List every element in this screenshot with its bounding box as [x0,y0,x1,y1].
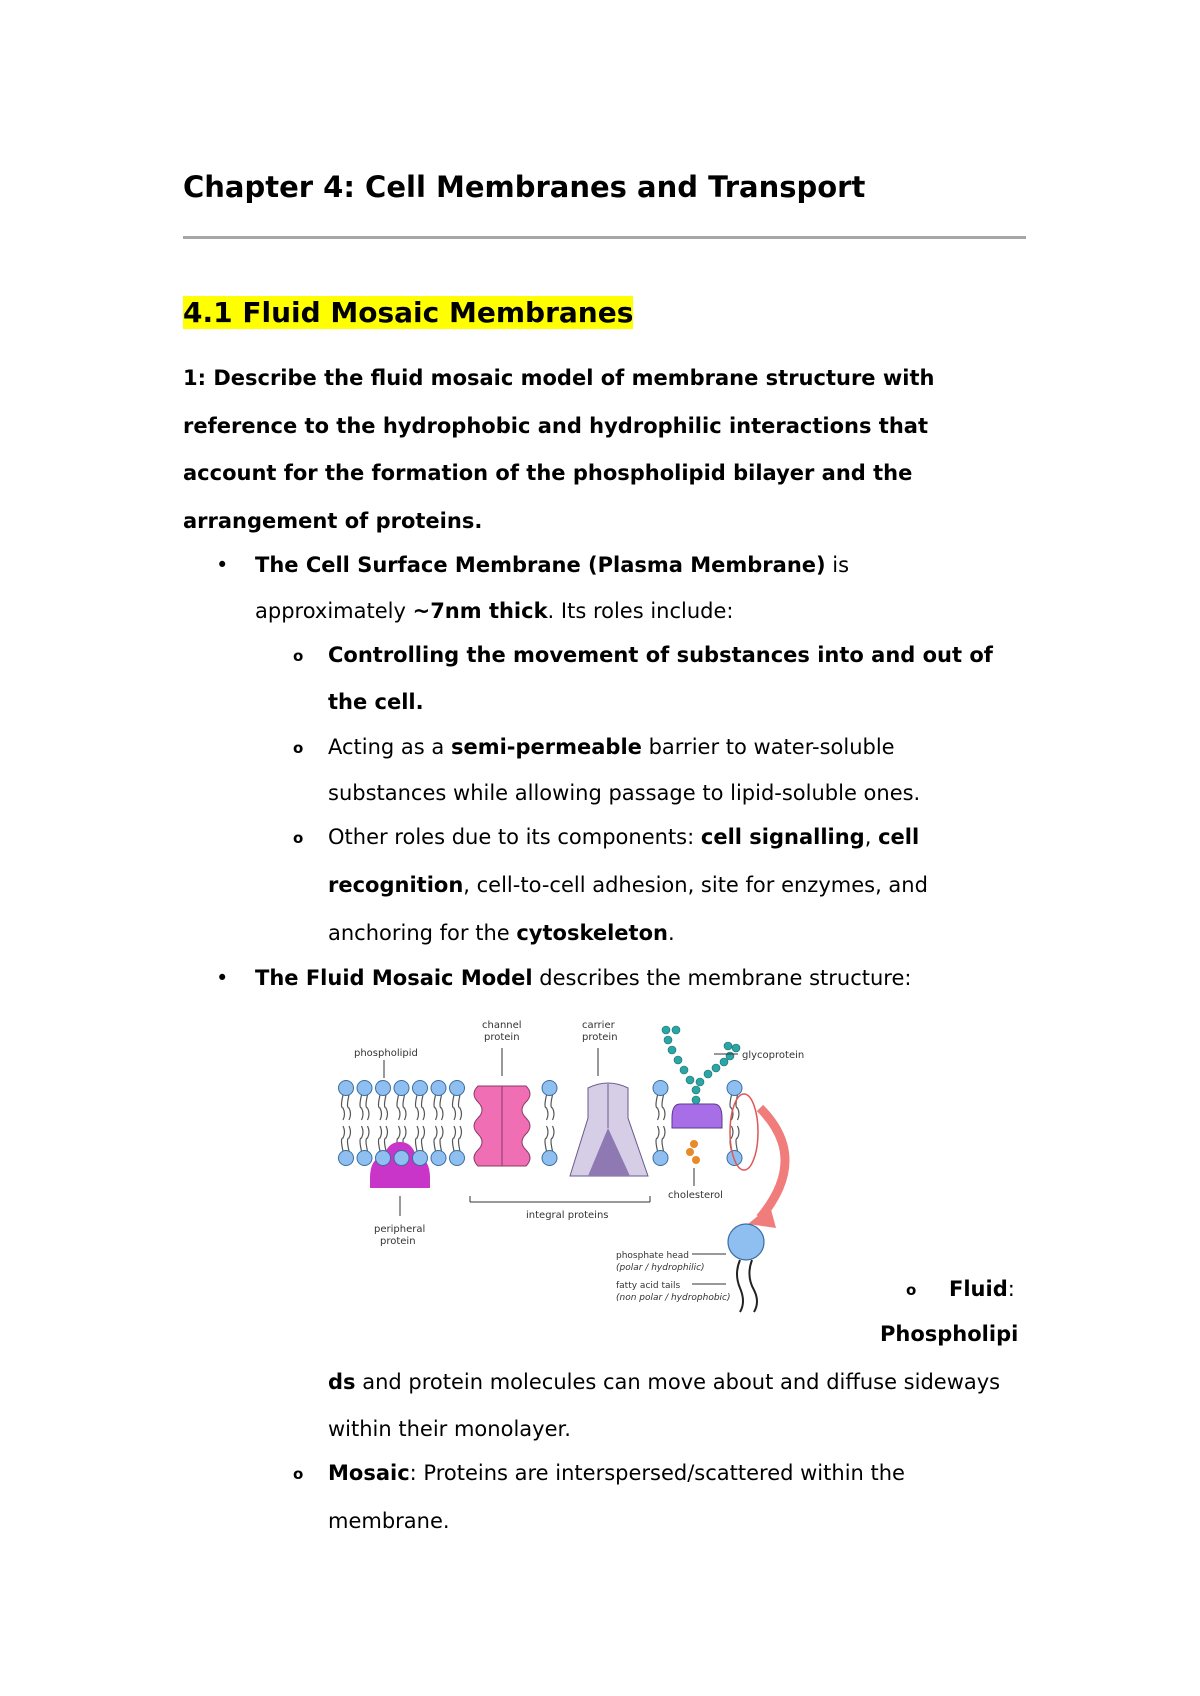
bold-text: cell signalling [700,825,865,849]
bold-text: ~7nm thick [412,599,548,623]
text-run: . Its roles include: [547,599,734,623]
text-run: . [667,921,675,945]
sub-bullet-2-line-2: substances while allowing passage to lipid-soluble ones. [328,781,921,805]
objective-line-2: reference to the hydrophobic and hydrophilic interactions that [183,414,928,438]
fluid-line-3 [328,1369,1000,1395]
mosaic-line-2: membrane. [328,1509,450,1533]
channel-label: channel [482,1020,522,1031]
fatty-acid-tail [440,1095,443,1120]
fatty-acid-tail [416,1126,419,1151]
phospholipid-label: phospholipid [354,1048,418,1059]
fatty-acid-tail [545,1095,548,1120]
phosphate-head [450,1081,465,1096]
sugar-unit [668,1046,676,1054]
phosphate-head [413,1151,428,1166]
phosphate-head [653,1151,668,1166]
glycoprotein [672,1104,722,1128]
sugar-unit [724,1042,732,1050]
sub-bullet-1-line-2: the cell. [328,690,424,714]
phosphate-head-sub: (polar / hydrophilic) [616,1263,705,1273]
text-run: approximately [255,599,413,623]
fatty-acid-sub: (non polar / hydrophobic) [616,1293,731,1303]
fatty-acid-tail [403,1095,406,1120]
phosphate-head [450,1151,465,1166]
sugar-unit [680,1066,688,1074]
sub-bullet-2-line-1 [328,734,895,760]
text-run: Acting as a [328,735,451,759]
bold-text: semi-permeable [450,735,642,759]
sugar-unit [674,1056,682,1064]
text-run: and protein molecules can move about and diffuse sideways [355,1370,1001,1394]
phosphate-head [357,1081,372,1096]
sugar-unit [720,1058,728,1066]
fatty-acid-tail [348,1126,351,1151]
fatty-acid-tail [434,1126,437,1151]
fatty-acid-tail [656,1095,659,1120]
carrier-label: carrier [582,1020,615,1031]
phosphate-head [339,1081,354,1096]
bold-text: recognition [328,873,464,897]
bold-text: The Fluid Mosaic Model [255,966,533,990]
sugar-unit [672,1026,680,1034]
phosphate-head [727,1081,742,1096]
fluid-label-line [949,1276,1015,1302]
bullet-glyph: • [216,553,229,577]
objective-line-4: arrangement of proteins. [183,509,483,533]
sugar-unit [692,1096,700,1104]
fatty-acid-tail [459,1095,462,1120]
fatty-acid-tail [366,1126,369,1151]
fatty-acid-tail [656,1126,659,1151]
fatty-acid-label: fatty acid tails [616,1281,681,1291]
sub-bullet-glyph: o [906,1281,917,1299]
highlight-ring [730,1094,758,1170]
bullet-2-line-1 [255,965,911,991]
sub-bullet-glyph: o [293,1465,304,1483]
phosphate-head [413,1081,428,1096]
cholesterol-label: cholesterol [668,1190,723,1201]
phosphate-head [431,1151,446,1166]
fatty-acid-tail [342,1126,345,1151]
integral-proteins-label: integral proteins [526,1210,609,1221]
sub-bullet-3-line-2 [328,872,928,898]
phosphate-head [542,1081,557,1096]
text-run: barrier to water-soluble [641,735,895,759]
phosphate-head [542,1151,557,1166]
fatty-acid-tail [736,1126,739,1151]
carrier-label-2: protein [582,1032,618,1043]
zoomed-phospholipid [728,1224,764,1312]
fatty-acid-tail [453,1126,456,1151]
fatty-acid-tail [348,1095,351,1120]
phosphate-head [376,1081,391,1096]
objective-line-3: account for the formation of the phospholipid bilayer and the [183,461,913,485]
fatty-acid-tail [379,1126,382,1151]
fatty-acid-tail [360,1126,363,1151]
phosphate-head [339,1151,354,1166]
glycoprotein-label: glycoprotein [742,1050,805,1061]
fatty-acid-tail [385,1126,388,1151]
sub-bullet-glyph: o [293,739,304,757]
section-heading-text: 4.1 Fluid Mosaic Membranes [183,296,634,329]
fatty-acid-tail [366,1095,369,1120]
text-run: , cell-to-cell adhesion, site for enzymes, and [463,873,928,897]
bold-text: Mosaic [328,1461,410,1485]
sub-bullet-1-line-1: Controlling the movement of substances into and out of [328,643,993,667]
fatty-acid-tail [662,1095,665,1120]
fatty-acid-tail [551,1095,554,1120]
phosphate-head [431,1081,446,1096]
fluid-line-4: within their monolayer. [328,1417,571,1441]
sugar-unit [732,1044,740,1052]
fatty-acid-tail [360,1095,363,1120]
bullet-1-line-2 [255,598,734,624]
bold-text: The Cell Surface Membrane (Plasma Membrane) [255,553,826,577]
sugar-unit [662,1026,670,1034]
phosphate-head [653,1081,668,1096]
text-run: Other roles due to its components: [328,825,701,849]
channel-label-2: protein [484,1032,520,1043]
fluid-line-2: Phospholipi [880,1322,1019,1346]
sub-bullet-3-line-3 [328,920,675,946]
sugar-unit [664,1036,672,1044]
fatty-acid-tail [459,1126,462,1151]
phosphate-head-label: phosphate head [616,1251,689,1261]
cholesterol [686,1140,700,1164]
chapter-title: Chapter 4: Cell Membranes and Transport [183,170,866,204]
sugar-unit [704,1070,712,1078]
sub-bullet-3-line-1 [328,824,919,850]
fatty-acid-tail [342,1095,345,1120]
bold-text: cytoskeleton [516,921,668,945]
sugar-unit [712,1064,720,1072]
objective-line-1: 1: Describe the fluid mosaic model of membrane structure with [183,366,935,390]
fatty-acid-tail [662,1126,665,1151]
sub-bullet-glyph: o [293,647,304,665]
zoom-arrow [760,1108,785,1218]
phosphate-head [394,1081,409,1096]
bold-text: ds [328,1370,356,1394]
text-run: describes the membrane structure: [532,966,912,990]
fatty-acid-tail [379,1095,382,1120]
text-run: : [1007,1277,1015,1301]
fluid-mosaic-diagram [330,1018,860,1318]
sugar-unit [726,1052,734,1060]
section-heading [183,296,633,329]
bullet-glyph: • [216,966,229,990]
bold-text: cell [878,825,920,849]
fatty-acid-tail [434,1095,437,1120]
sugar-unit [696,1078,704,1086]
phosphate-head [357,1151,372,1166]
text-run: : Proteins are interspersed/scattered within the [409,1461,905,1485]
mosaic-line-1 [328,1460,905,1486]
sugar-unit [686,1076,694,1084]
fatty-acid-tail [422,1095,425,1120]
bullet-1-line-1 [255,552,849,578]
phosphate-head [394,1151,409,1166]
peripheral-label-2: protein [380,1236,416,1247]
fatty-acid-tail [397,1095,400,1120]
sugar-unit [692,1086,700,1094]
phosphate-head [376,1151,391,1166]
text-run: , [864,825,879,849]
fatty-acid-tail [422,1126,425,1151]
fatty-acid-tail [416,1095,419,1120]
title-divider [183,236,1026,239]
sub-bullet-glyph: o [293,829,304,847]
text-run: anchoring for the [328,921,517,945]
fatty-acid-tail [453,1095,456,1120]
fatty-acid-tail [385,1095,388,1120]
fatty-acid-tail [545,1126,548,1151]
fatty-acid-tail [551,1126,554,1151]
peripheral-label: peripheral [374,1224,426,1235]
fatty-acid-tail [440,1126,443,1151]
bold-text: Fluid [949,1277,1008,1301]
text-run: is [825,553,850,577]
